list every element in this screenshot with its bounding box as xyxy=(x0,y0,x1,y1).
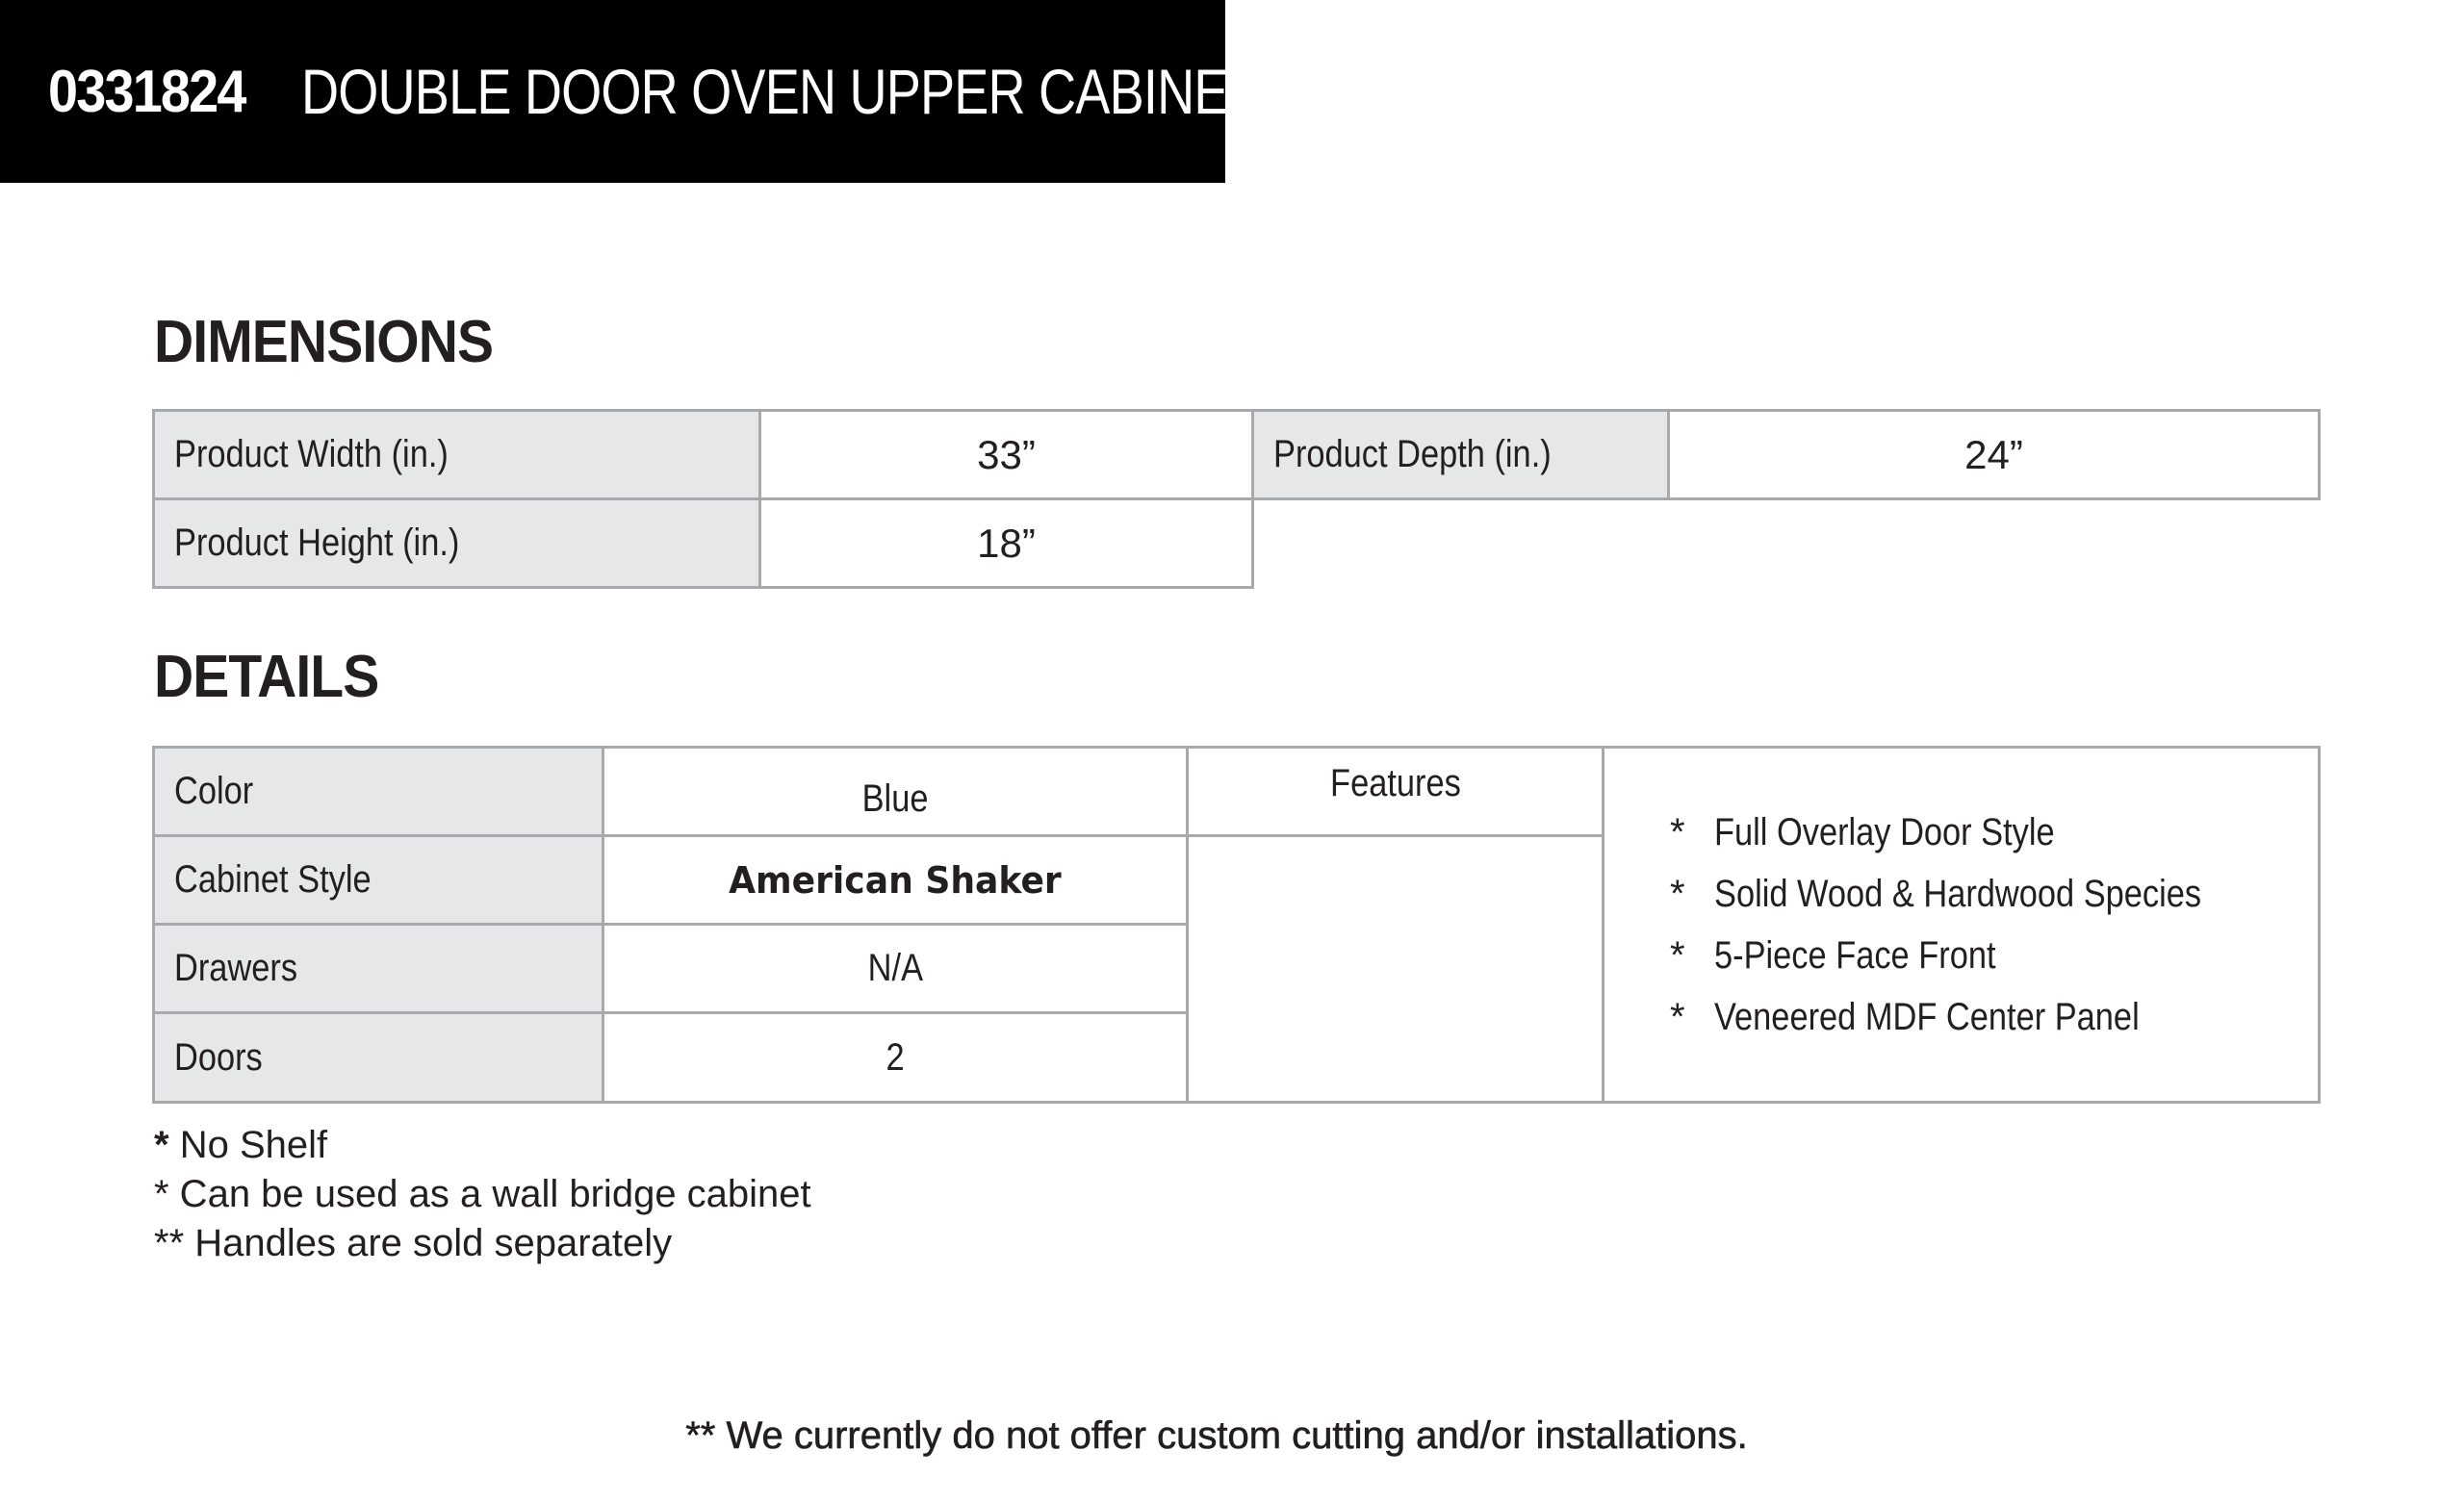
cabinet-style-label: Cabinet Style xyxy=(174,858,372,901)
height-label: Product Height (in.) xyxy=(174,522,460,564)
feature-text: Solid Wood & Hardwood Species xyxy=(1714,873,2202,915)
doors-value-cell xyxy=(602,1011,1189,1104)
color-value: Blue xyxy=(861,777,929,820)
feature-text: 5-Piece Face Front xyxy=(1714,934,1996,977)
features-label: Features xyxy=(1329,762,1461,804)
note-wall-bridge: * Can be used as a wall bridge cabinet xyxy=(154,1173,811,1215)
feature-bullet: * xyxy=(1670,996,1685,1038)
feature-bullet: * xyxy=(1670,811,1685,853)
features-list-cell xyxy=(1602,746,2321,1104)
cabinet-style-value-cell xyxy=(602,834,1189,926)
note-star: * xyxy=(154,1124,169,1166)
features-list xyxy=(1670,802,2280,1048)
width-value: 33” xyxy=(977,431,1036,477)
color-label-cell xyxy=(152,746,604,837)
feature-item xyxy=(1670,863,2280,925)
feature-item xyxy=(1670,925,2280,986)
width-value-cell xyxy=(758,409,1254,500)
drawers-label: Drawers xyxy=(174,947,298,989)
depth-value: 24” xyxy=(1964,431,2023,477)
height-value-cell xyxy=(758,497,1254,589)
height-value: 18” xyxy=(977,520,1036,566)
cabinet-style-label-cell xyxy=(152,834,604,926)
notes xyxy=(154,1121,811,1268)
product-sku: 0331824 xyxy=(48,58,245,125)
depth-label: Product Depth (in.) xyxy=(1273,433,1552,475)
feature-bullet: * xyxy=(1670,934,1685,977)
drawers-label-cell xyxy=(152,923,604,1014)
width-label: Product Width (in.) xyxy=(174,433,449,475)
drawers-value: N/A xyxy=(867,947,923,989)
feature-bullet: * xyxy=(1670,873,1685,915)
drawers-value-cell xyxy=(602,923,1189,1014)
feature-item xyxy=(1670,986,2280,1048)
features-blank-cell xyxy=(1186,834,1604,1104)
color-label: Color xyxy=(174,770,254,812)
color-value-cell xyxy=(602,746,1189,837)
doors-label-cell xyxy=(152,1011,604,1104)
dimensions-heading: DIMENSIONS xyxy=(154,309,494,375)
feature-text: Veneered MDF Center Panel xyxy=(1714,996,2140,1038)
details-heading: DETAILS xyxy=(154,644,379,710)
doors-value: 2 xyxy=(886,1035,905,1079)
depth-label-cell xyxy=(1251,409,1670,500)
feature-text: Full Overlay Door Style xyxy=(1714,811,2055,853)
cabinet-style-value: American Shaker xyxy=(729,858,1062,902)
footer-note-text: ** We currently do not offer custom cutting and/or installations. xyxy=(685,1414,1748,1457)
feature-item xyxy=(1670,802,2280,863)
height-label-cell xyxy=(152,497,761,589)
features-label-cell xyxy=(1186,746,1604,837)
doors-label: Doors xyxy=(174,1035,263,1079)
note-handles: ** Handles are sold separately xyxy=(154,1222,673,1264)
header-banner xyxy=(0,0,1260,183)
footer-note xyxy=(0,1414,2464,1458)
depth-value-cell xyxy=(1667,409,2321,500)
product-title: DOUBLE DOOR OVEN UPPER CABINET xyxy=(301,56,1260,127)
note-no-shelf xyxy=(154,1121,811,1170)
width-label-cell xyxy=(152,409,761,500)
note-no-shelf-text: No Shelf xyxy=(168,1124,328,1166)
